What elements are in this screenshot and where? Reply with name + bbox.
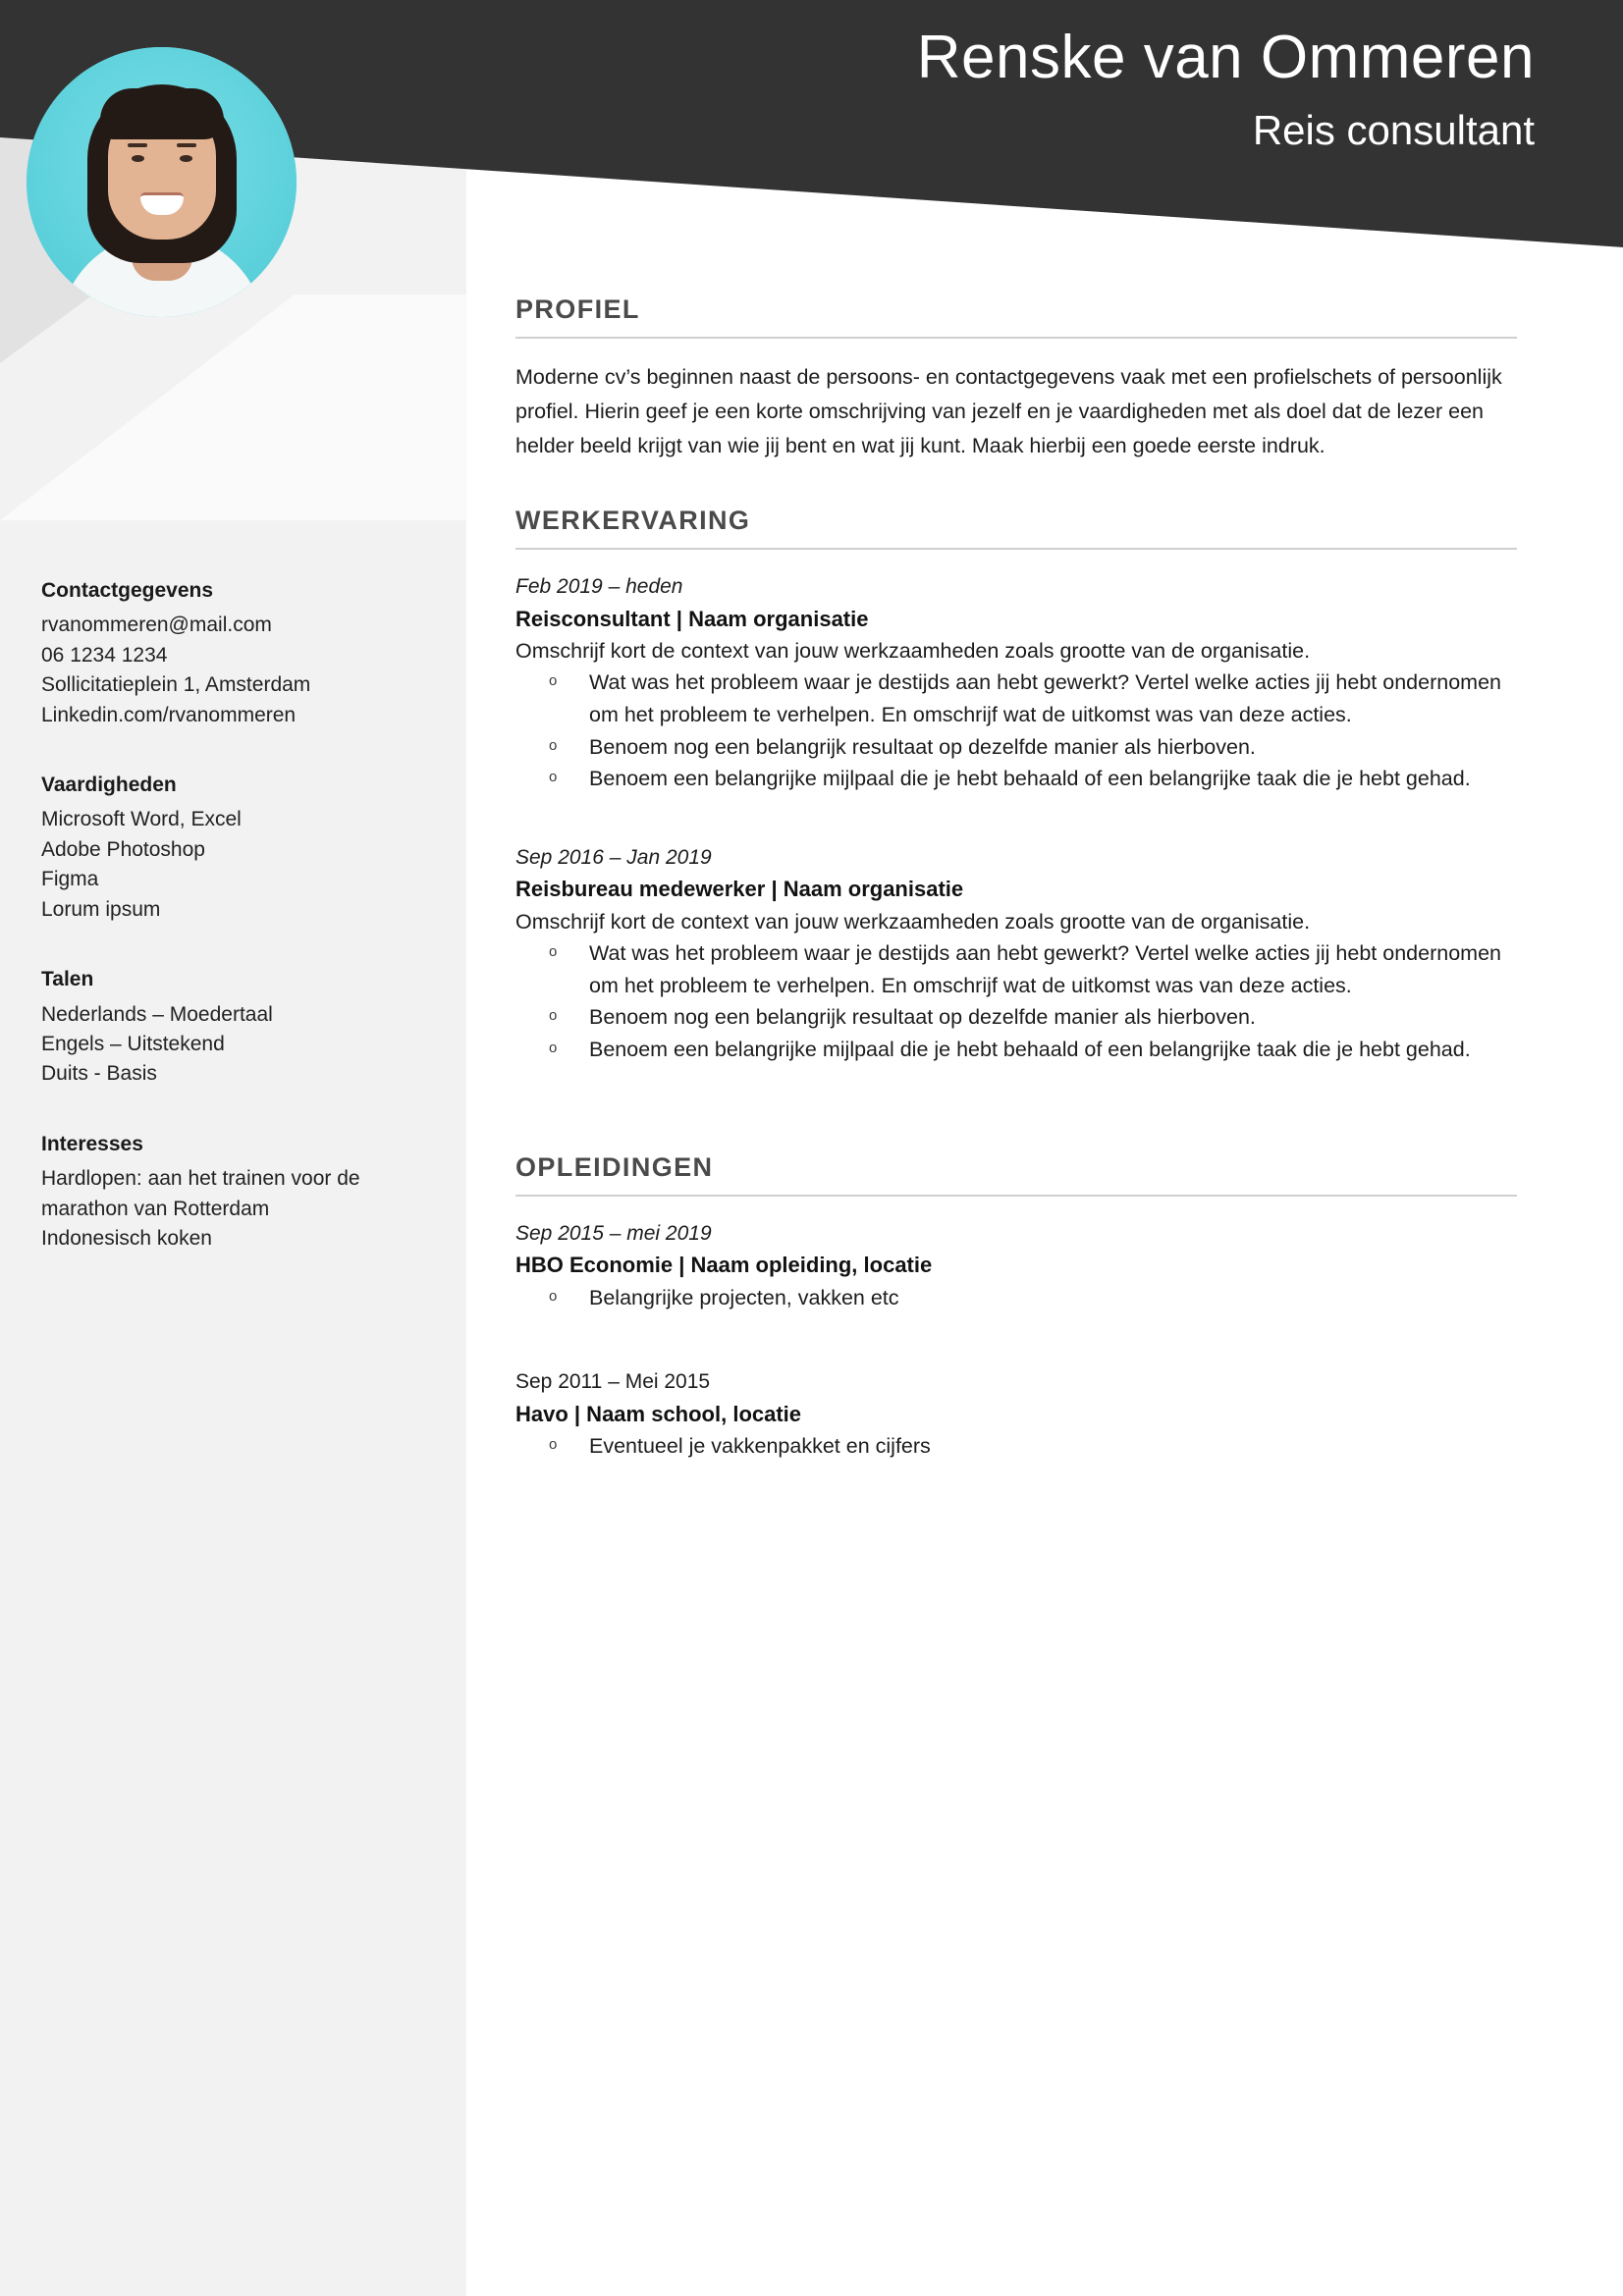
entry-description: Omschrijf kort de context van jouw werkzaamheden zoals grootte van de organisatie. — [515, 638, 1311, 663]
list-item-text: Benoem een belangrijke mijlpaal die je hebt behaald of een belangrijke taak die je hebt gehad. — [589, 767, 1471, 791]
sidebar-block-languages — [41, 966, 434, 1090]
avatar-eyebrow-right — [177, 143, 196, 147]
entry-date: Sep 2015 – mei 2019 — [515, 1221, 712, 1245]
main-content — [515, 0, 1517, 1468]
interest-item: Indonesisch koken — [41, 1227, 212, 1251]
skill-item: Figma — [41, 868, 99, 891]
list-item-text: Wat was het probleem waar je destijds aan hebt gewerkt? Vertel welke acties jij hebt ondernomen om het probleem te verhelpen. En omschrijf wat de uitkomst was van deze acties. — [589, 941, 1501, 997]
bullet-circle-icon: o — [549, 769, 558, 786]
entry-bullet-list — [515, 1430, 1517, 1463]
sidebar-block-contact — [41, 577, 434, 730]
bullet-circle-icon: o — [549, 1287, 558, 1305]
list-item-text: Benoem een belangrijke mijlpaal die je hebt behaald of een belangrijke taak die je hebt gehad. — [589, 1038, 1471, 1062]
skill-item: Lorum ipsum — [41, 897, 161, 921]
entry-bullet-list — [515, 1282, 1517, 1314]
entry-date: Sep 2016 – Jan 2019 — [515, 845, 712, 869]
sidebar-heading-skills: Vaardigheden — [41, 774, 177, 797]
section-experience — [515, 506, 1517, 1066]
sidebar-heading-contact: Contactgegevens — [41, 579, 214, 602]
education-entry — [515, 1366, 1517, 1463]
entry-description: Omschrijf kort de context van jouw werkzaamheden zoals grootte van de organisatie. — [515, 909, 1311, 934]
entry-bullet-list — [515, 667, 1517, 795]
bullet-circle-icon: o — [549, 943, 558, 961]
avatar-eye-right — [180, 155, 192, 162]
list-item — [515, 937, 1517, 1001]
list-item-text: Benoem nog een belangrijk resultaat op dezelfde manier als hierboven. — [589, 734, 1256, 759]
list-item — [515, 1430, 1517, 1463]
sidebar-heading-interests: Interesses — [41, 1132, 143, 1155]
language-item: Duits - Basis — [41, 1062, 157, 1086]
entry-date: Feb 2019 – heden — [515, 575, 683, 598]
entry-date: Sep 2011 – Mei 2015 — [515, 1370, 711, 1394]
list-item — [515, 1282, 1517, 1314]
skill-item: Microsoft Word, Excel — [41, 808, 242, 831]
entry-title: Havo | Naam school, locatie — [515, 1401, 802, 1426]
page-title: Renske van Ommeren — [916, 24, 1535, 91]
avatar-eye-left — [132, 155, 144, 162]
section-body-education — [515, 1197, 1517, 1463]
list-item — [515, 1001, 1517, 1034]
bullet-circle-icon: o — [549, 1040, 558, 1057]
section-heading-education: OPLEIDINGEN — [515, 1151, 714, 1182]
avatar — [27, 47, 297, 317]
section-body-experience — [515, 550, 1517, 1066]
bullet-circle-icon: o — [549, 1007, 558, 1025]
list-item — [515, 1034, 1517, 1066]
avatar-eyebrow-left — [128, 143, 147, 147]
contact-address: Sollicitatieplein 1, Amsterdam — [41, 673, 311, 697]
skill-item: Adobe Photoshop — [41, 837, 205, 861]
list-item — [515, 763, 1517, 795]
experience-entry — [515, 571, 1517, 795]
sidebar-block-skills — [41, 772, 434, 925]
contact-phone: 06 1234 1234 — [41, 643, 168, 667]
sidebar-block-interests — [41, 1131, 434, 1255]
language-item: Engels – Uitstekend — [41, 1032, 225, 1055]
language-item: Nederlands – Moedertaal — [41, 1002, 273, 1026]
list-item-text: Wat was het probleem waar je destijds aan hebt gewerkt? Vertel welke acties jij hebt ondernomen om het probleem te verhelpen. En omschrijf wat de uitkomst was van deze acties. — [589, 670, 1501, 726]
interest-item: Hardlopen: aan het trainen voor de marathon van Rotterdam — [41, 1167, 360, 1220]
contact-email[interactable]: rvanommeren@mail.com — [41, 614, 272, 637]
entry-title: Reisconsultant | Naam organisatie — [515, 606, 869, 631]
section-education — [515, 1152, 1517, 1463]
entry-bullet-list — [515, 937, 1517, 1066]
section-profile — [515, 294, 1517, 470]
list-item-text: Belangrijke projecten, vakken etc — [589, 1285, 899, 1309]
sidebar-content — [41, 577, 434, 1296]
bullet-circle-icon: o — [549, 672, 558, 690]
section-heading-profile: PROFIEL — [515, 294, 640, 324]
education-entry — [515, 1218, 1517, 1314]
list-item-text: Benoem nog een belangrijk resultaat op dezelfde manier als hierboven. — [589, 1005, 1256, 1030]
entry-title: HBO Economie | Naam opleiding, locatie — [515, 1253, 933, 1278]
bullet-circle-icon: o — [549, 736, 558, 754]
section-heading-experience: WERKERVARING — [515, 506, 751, 535]
entry-title: Reisbureau medewerker | Naam organisatie — [515, 877, 964, 902]
list-item-text: Eventueel je vakkenpakket en cijfers — [589, 1434, 931, 1459]
list-item — [515, 731, 1517, 764]
sidebar-heading-languages: Talen — [41, 968, 94, 991]
list-item — [515, 667, 1517, 730]
profile-paragraph: Moderne cv’s beginnen naast de persoons- en contactgegevens vaak met een profielschets of persoonlijk profiel. Hierin geef je een korte omschrijving van jezelf en je vaardigheden met als doel dat de lezer een helder beeld krijgt van wie jij bent en wat jij kunt. Maak hierbij een goede eerste indruk. — [515, 365, 1502, 457]
section-body-profile — [515, 339, 1517, 470]
job-title-subtitle: Reis consultant — [1252, 107, 1535, 153]
avatar-fringe — [100, 88, 224, 139]
contact-linkedin[interactable]: Linkedin.com/rvanommeren — [41, 703, 297, 726]
experience-entry — [515, 842, 1517, 1066]
bullet-circle-icon: o — [549, 1436, 558, 1454]
